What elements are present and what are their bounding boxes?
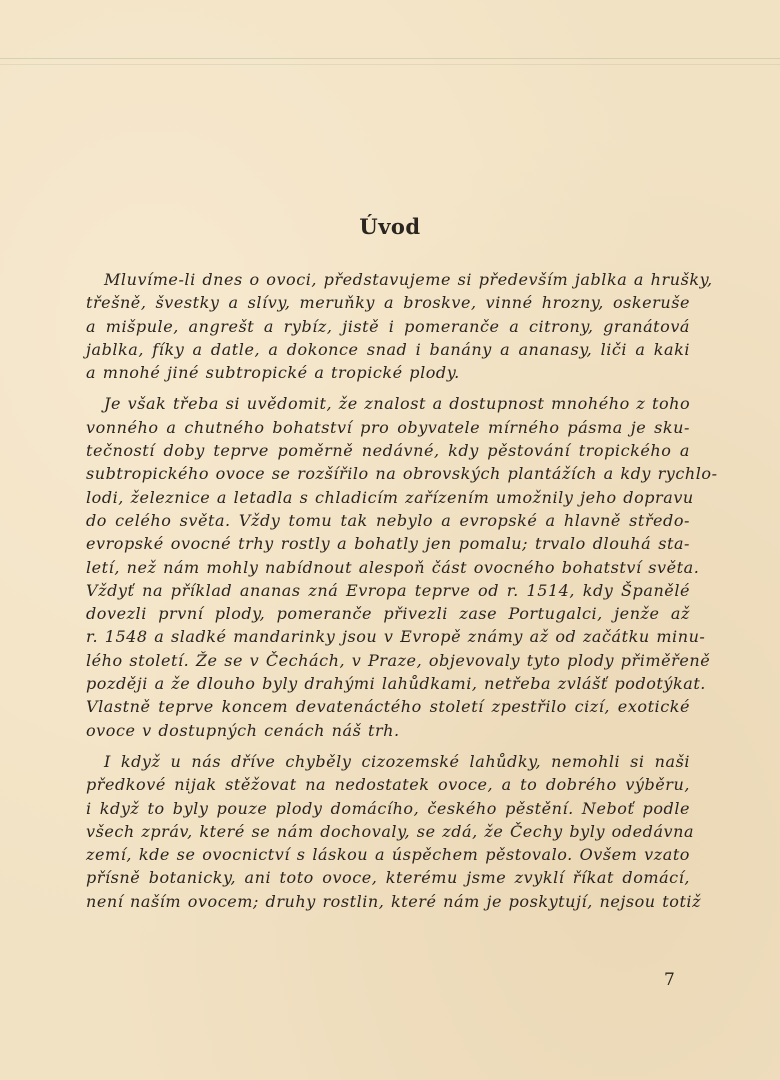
paragraph-1 bbox=[86, 268, 713, 384]
text-line: dovezli první plody, pomeranče přivezli zase Portugalci, jenže až bbox=[86, 604, 690, 624]
text-line: subtropického ovoce se rozšířilo na obrovských plantážích a kdy rychlo- bbox=[86, 464, 718, 484]
text-line: Je však třeba si uvědomit, že znalost a dostupnost mnohého z toho bbox=[104, 394, 691, 414]
text-line: později a že dlouho byly drahými lahůdkami, netřeba zvlášť podotýkat. bbox=[86, 674, 706, 694]
page-title: Úvod bbox=[359, 214, 421, 239]
text-line: jablka, fíky a datle, a dokonce snad i banány a ananasy, liči a kaki bbox=[86, 339, 690, 359]
text-line: všech zpráv, které se nám dochovaly, se zdá, že Čechy byly odedávna bbox=[86, 821, 695, 841]
text-line: ovoce v dostupných cenách náš trh. bbox=[86, 720, 400, 740]
text-line: letí, než nám mohly nabídnout alespoň část ovocného bohatství světa. bbox=[86, 557, 700, 577]
text-line: a mnohé jiné subtropické a tropické plody. bbox=[86, 363, 460, 383]
paragraph-3 bbox=[86, 750, 702, 913]
text-line: a mišpule, angrešt a rybíz, jistě i pomeranče a citrony, granátová bbox=[86, 316, 690, 336]
text-line: Vždyť na příklad ananas zná Evropa teprve od r. 1514, kdy Španělé bbox=[86, 580, 690, 600]
text-line: přísně botanicky, ani toto ovoce, kterému jsme zvyklí říkat domácí, bbox=[86, 868, 690, 888]
text-line: r. 1548 a sladké mandarinky jsou v Evropě známy až od začátku minu- bbox=[86, 627, 706, 647]
top-rule-secondary bbox=[0, 64, 780, 65]
text-line: I když u nás dříve chyběly cizozemské lahůdky, nemohli si naši bbox=[104, 751, 690, 771]
text-line: vonného a chutného bohatství pro obyvatele mírného pásma je sku- bbox=[86, 417, 690, 437]
text-line: evropské ovocné trhy rostly a bohatly jen pomalu; trvalo dlouhá sta- bbox=[86, 534, 690, 554]
page-number: 7 bbox=[664, 970, 675, 990]
text-line: lodi, železnice a letadla s chladicím zařízením umožnily jeho dopravu bbox=[86, 487, 694, 507]
text-line: Vlastně teprve koncem devatenáctého století zpestřilo cizí, exotické bbox=[86, 697, 690, 717]
text-line: není naším ovocem; druhy rostlin, které nám je poskytují, nejsou totiž bbox=[86, 891, 702, 911]
text-line: Mluvíme-li dnes o ovoci, představujeme si především jablka a hrušky, bbox=[104, 270, 713, 289]
text-line: i když to byly pouze plody domácího, českého pěstění. Neboť podle bbox=[86, 798, 690, 818]
text-line: lého století. Že se v Čechách, v Praze, objevovaly tyto plody přiměřeně bbox=[86, 650, 711, 670]
top-rule bbox=[0, 58, 780, 59]
text-line: tečností doby teprve poměrně nedávné, kdy pěstování tropického a bbox=[86, 441, 690, 461]
text-line: třešně, švestky a slívy, meruňky a broskve, vinné hrozny, oskeruše bbox=[86, 293, 690, 313]
text-line: zemí, kde se ovocnictví s láskou a úspěchem pěstovalo. Ovšem vzato bbox=[86, 845, 690, 865]
text-line: do celého světa. Vždy tomu tak nebylo a evropské a hlavně středo- bbox=[86, 510, 690, 530]
text-line: předkové nijak stěžovat na nedostatek ovoce, a to dobrého výběru, bbox=[86, 775, 690, 795]
body-text bbox=[86, 268, 718, 921]
paragraph-2 bbox=[86, 392, 718, 741]
